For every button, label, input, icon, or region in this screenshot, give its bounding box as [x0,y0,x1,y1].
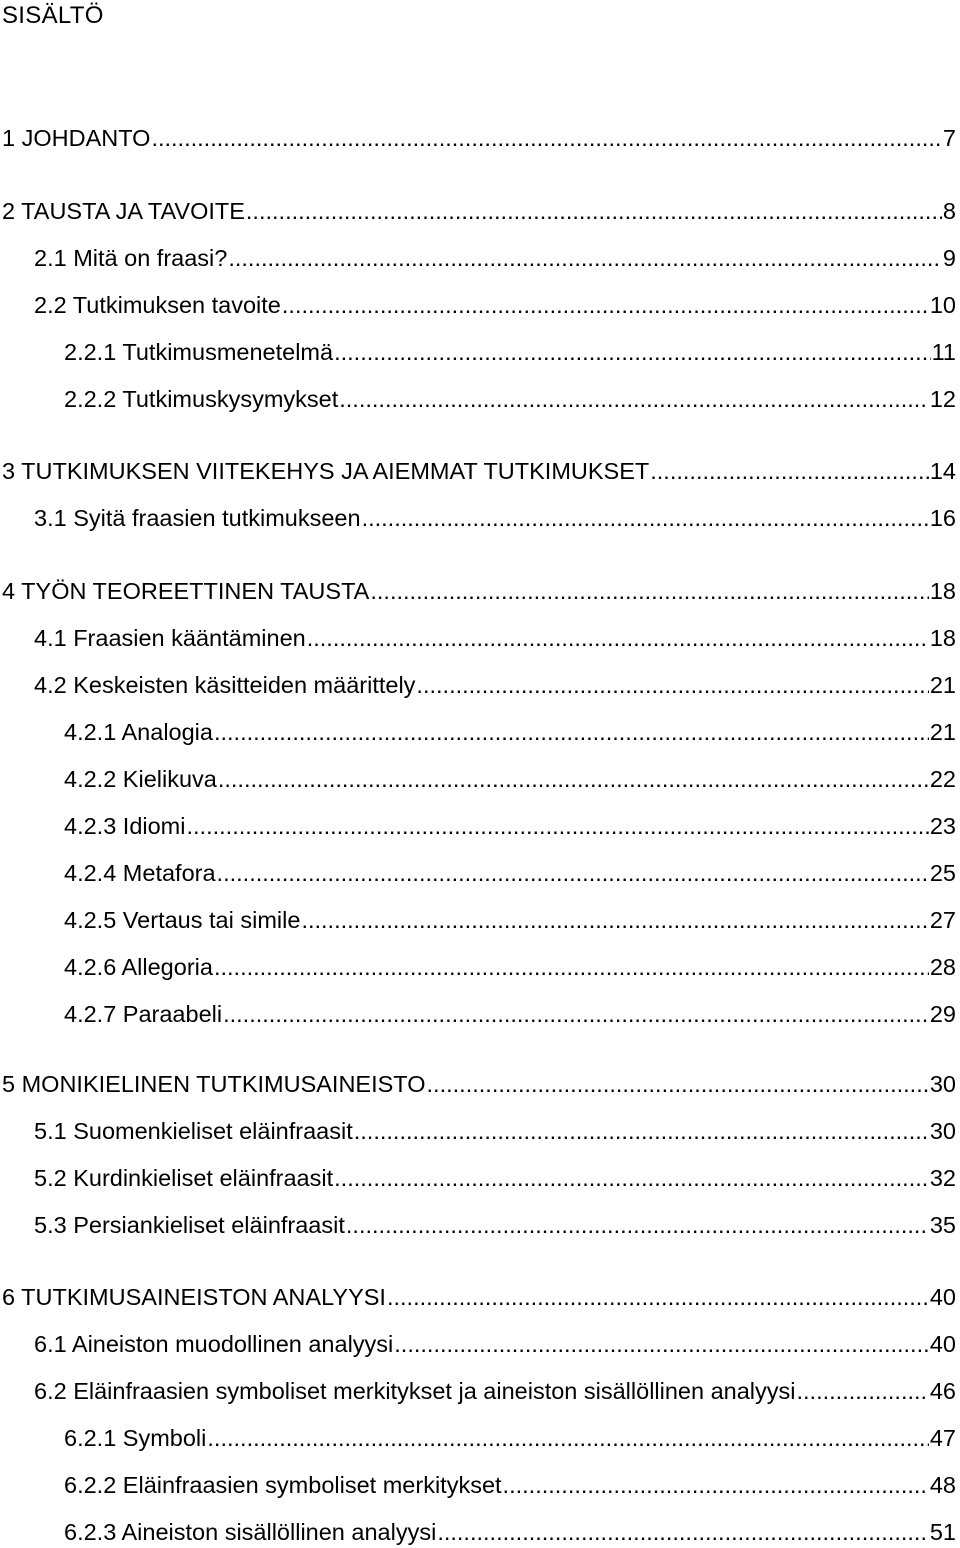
toc-entry [34,1376,956,1406]
toc-entry-label: 4.2.5 Vertaus tai simile [64,907,301,933]
toc-entry [64,337,956,367]
toc-entry-page-number: 18 [929,625,956,651]
dot-leader [334,1163,929,1193]
toc-entry [34,1329,956,1359]
toc-entry-page-number: 18 [929,578,956,604]
toc-entry [34,290,956,320]
dot-leader [650,456,929,486]
toc-entry-page-number: 35 [929,1212,956,1238]
dot-leader [503,1470,929,1500]
toc-entry [34,1210,956,1240]
dot-leader [362,503,929,533]
toc-entry-page-number: 40 [929,1284,956,1310]
dot-leader [151,123,941,153]
toc-entry-page-number: 12 [929,386,956,412]
toc-entry-label: 6 TUTKIMUSAINEISTON ANALYYSI [2,1284,386,1310]
toc-entry [64,905,956,935]
toc-entry-label: 6.2.1 Symboli [64,1425,207,1451]
toc-entry-label: 4 TYÖN TEOREETTINEN TAUSTA [2,578,370,604]
toc-entry-label: 4.2.1 Analogia [64,719,213,745]
toc-entry-page-number: 30 [929,1118,956,1144]
toc-entry [64,1517,956,1547]
toc-entry-label: 4.1 Fraasien kääntäminen [34,625,306,651]
toc-entry-page-number: 21 [929,719,956,745]
toc-entry-label: 6.1 Aineiston muodollinen analyysi [34,1331,394,1357]
dot-leader [214,717,929,747]
toc-entry-label: 5 MONIKIELINEN TUTKIMUSAINEISTO [2,1071,426,1097]
dot-leader [218,764,929,794]
toc-entry-label: 1 JOHDANTO [2,125,151,151]
toc-entry [64,717,956,747]
dot-leader [370,576,928,606]
toc-entry-page-number: 11 [931,339,956,365]
toc-entry-page-number: 40 [929,1331,956,1357]
toc-entry-label: 2 TAUSTA JA TAVOITE [2,198,245,224]
toc-entry-label: 4.2 Keskeisten käsitteiden määrittely [34,672,416,698]
toc-entry-label: 2.2.2 Tutkimuskysymykset [64,386,339,412]
toc-entry [34,670,956,700]
toc-entry-label: 5.2 Kurdinkieliset eläinfraasit [34,1165,334,1191]
dot-leader [217,858,929,888]
toc-entry-label: 6.2.2 Eläinfraasien symboliset merkitykset [64,1472,502,1498]
dot-leader [394,1329,929,1359]
toc-entry-label: 5.1 Suomenkieliset eläinfraasit [34,1118,353,1144]
dot-leader [427,1069,929,1099]
dot-leader [207,1423,928,1453]
toc-entry-page-number: 51 [929,1519,956,1545]
toc-entry-page-number: 29 [929,1001,956,1027]
dot-leader [186,811,928,841]
dot-leader [416,670,928,700]
toc-entry-label: 2.2.1 Tutkimusmenetelmä [64,339,334,365]
page-title: SISÄLTÖ [2,2,104,29]
toc-entry-page-number: 28 [929,954,956,980]
toc-entry-label: 3 TUTKIMUKSEN VIITEKEHYS JA AIEMMAT TUTKIMUKSET [2,458,650,484]
toc-entry [64,384,956,414]
toc-entry [64,764,956,794]
dot-leader [387,1282,929,1312]
toc-entry-page-number: 9 [942,245,956,271]
toc-entry-page-number: 8 [942,198,956,224]
toc-entry-page-number: 21 [929,672,956,698]
toc-entry [34,503,956,533]
toc-entry-page-number: 22 [929,766,956,792]
toc-entry-page-number: 48 [929,1472,956,1498]
toc-entry-page-number: 7 [942,125,956,151]
toc-entry-page-number: 27 [929,907,956,933]
toc-entry [2,1282,956,1312]
toc-entry-label: 6.2 Eläinfraasien symboliset merkitykset ja aineiston sisällöllinen analyysi [34,1378,796,1404]
toc-entry [34,1116,956,1146]
toc-entry-label: 4.2.6 Allegoria [64,954,213,980]
toc-entry-label: 4.2.7 Paraabeli [64,1001,223,1027]
toc-entry [2,196,956,226]
dot-leader [437,1517,929,1547]
toc-entry-page-number: 30 [929,1071,956,1097]
toc-entry-page-number: 10 [929,292,956,318]
toc-entry [2,576,956,606]
toc-entry [34,623,956,653]
dot-leader [339,384,929,414]
toc-entry [64,1423,956,1453]
toc-entry-label: 3.1 Syitä fraasien tutkimukseen [34,505,361,531]
toc-entry-label: 5.3 Persiankieliset eläinfraasit [34,1212,345,1238]
toc-entry [64,1470,956,1500]
dot-leader [223,999,929,1029]
toc-entry-label: 2.2 Tutkimuksen tavoite [34,292,281,318]
dot-leader [246,196,942,226]
dot-leader [797,1376,929,1406]
toc-entry [2,456,956,486]
dot-leader [334,337,931,367]
toc-entry-page-number: 47 [929,1425,956,1451]
toc-entry-label: 6.2.3 Aineiston sisällöllinen analyysi [64,1519,437,1545]
toc-entry-page-number: 23 [929,813,956,839]
dot-leader [214,952,929,982]
toc-entry [2,1069,956,1099]
toc-entry-page-number: 32 [929,1165,956,1191]
toc-entry-label: 4.2.2 Kielikuva [64,766,217,792]
dot-leader [346,1210,929,1240]
dot-leader [228,243,942,273]
toc-entry-label: 4.2.3 Idiomi [64,813,186,839]
toc-entry-label: 2.1 Mitä on fraasi? [34,245,228,271]
dot-leader [301,905,928,935]
toc-entry-page-number: 16 [929,505,956,531]
dot-leader [354,1116,929,1146]
toc-entry-page-number: 25 [929,860,956,886]
toc-entry-page-number: 14 [929,458,956,484]
toc-entry [64,999,956,1029]
toc-entry [64,858,956,888]
toc-entry [64,811,956,841]
toc-entry-label: 4.2.4 Metafora [64,860,216,886]
toc-entry [34,243,956,273]
toc-entry [64,952,956,982]
dot-leader [282,290,929,320]
toc-entry-page-number: 46 [929,1378,956,1404]
toc-entry [34,1163,956,1193]
dot-leader [307,623,929,653]
toc-entry [2,123,956,153]
